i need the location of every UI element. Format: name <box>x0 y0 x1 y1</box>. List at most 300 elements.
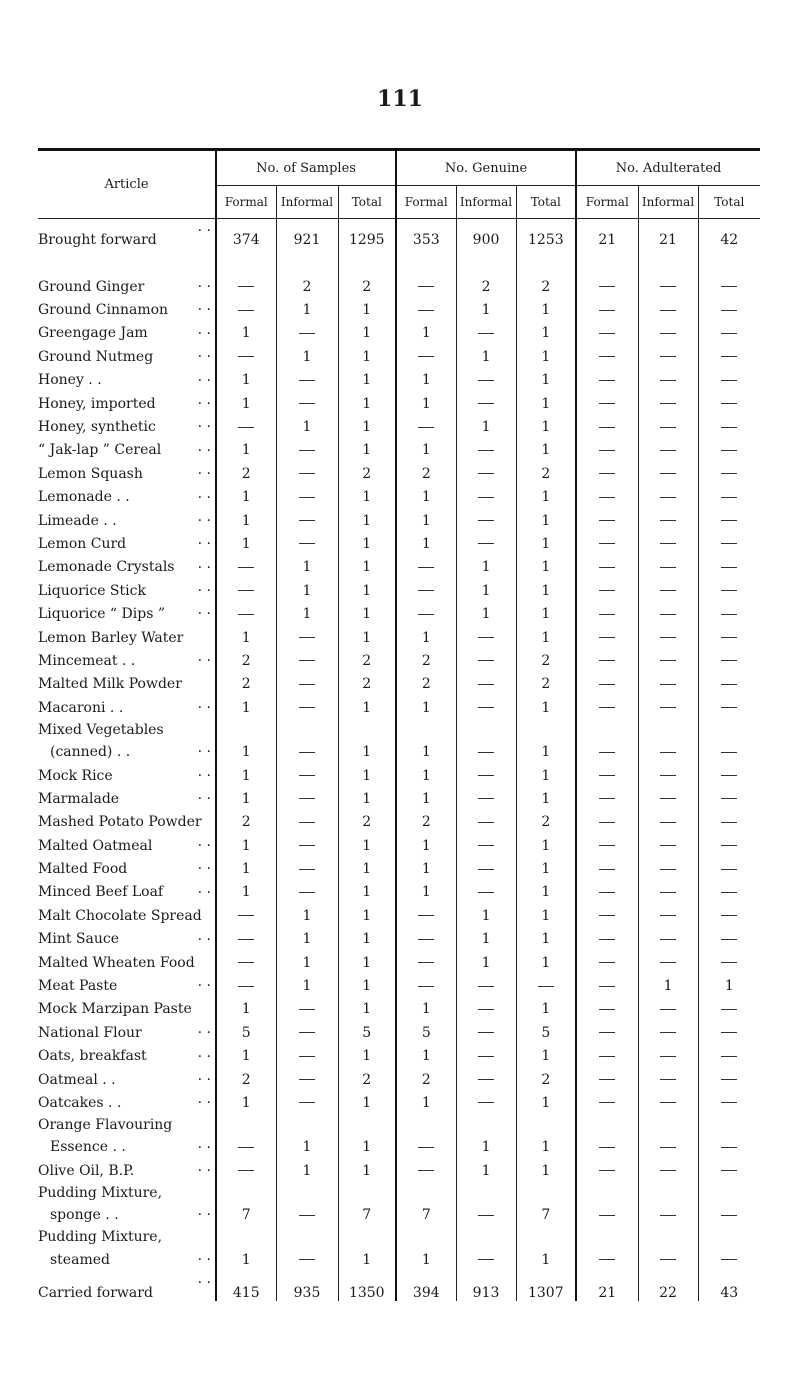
value-cell <box>638 415 698 438</box>
value-cell: 1 <box>516 392 576 415</box>
value-cell <box>698 556 760 579</box>
dash-mark <box>599 286 615 287</box>
article-cell <box>38 556 216 579</box>
dash-mark <box>238 1170 254 1171</box>
dash-mark <box>599 1032 615 1033</box>
article-cell <box>38 740 216 763</box>
total-header: Total <box>516 186 576 219</box>
value-cell <box>638 1159 698 1182</box>
dash-mark <box>599 403 615 404</box>
dash-mark <box>299 660 315 661</box>
value-cell: 2 <box>396 462 456 485</box>
dash-mark <box>299 473 315 474</box>
value-cell <box>456 881 516 904</box>
value-cell: 1 <box>516 486 576 509</box>
table-row <box>38 673 760 696</box>
value-cell <box>216 719 276 740</box>
dash-mark <box>721 845 737 846</box>
value-cell <box>576 998 638 1021</box>
dash-mark <box>418 1147 434 1148</box>
dash-mark <box>478 822 494 823</box>
value-cell: 2 <box>338 673 396 696</box>
leader-dots: . . <box>197 787 211 804</box>
dash-mark <box>478 707 494 708</box>
value-cell <box>276 764 338 787</box>
dash-mark <box>599 590 615 591</box>
value-cell <box>698 1182 760 1203</box>
dash-mark <box>478 543 494 544</box>
value-cell <box>698 998 760 1021</box>
value-cell <box>638 719 698 740</box>
article-cell <box>38 673 216 696</box>
leader-dots: . . <box>197 880 211 897</box>
dash-mark <box>599 684 615 685</box>
value-cell <box>456 1021 516 1044</box>
value-cell <box>698 298 760 321</box>
value-cell <box>276 392 338 415</box>
value-cell <box>396 556 456 579</box>
value-cell <box>456 626 516 649</box>
dash-mark <box>599 707 615 708</box>
value-cell <box>698 345 760 368</box>
value-cell <box>698 439 760 462</box>
article-name: sponge . . <box>50 1207 119 1224</box>
article-name: Ground Nutmeg <box>38 348 154 365</box>
dash-mark <box>660 333 676 334</box>
value-cell <box>638 1068 698 1091</box>
value-cell: 1 <box>396 881 456 904</box>
total-header: Total <box>698 186 760 219</box>
dash-mark <box>418 427 434 428</box>
value-cell <box>698 1203 760 1226</box>
value-cell <box>638 298 698 321</box>
article-cell <box>38 696 216 719</box>
article-cell <box>38 462 216 485</box>
value-cell: 1 <box>216 881 276 904</box>
value-cell <box>638 345 698 368</box>
value-cell: 2 <box>216 649 276 672</box>
value-cell <box>576 1045 638 1068</box>
dash-mark <box>478 869 494 870</box>
value-cell: 1 <box>338 415 396 438</box>
value-cell <box>698 1136 760 1159</box>
dash-mark <box>721 1259 737 1260</box>
value-cell: 1 <box>276 345 338 368</box>
value-cell: 21 <box>638 219 698 262</box>
value-cell: 1 <box>216 740 276 763</box>
value-cell <box>456 462 516 485</box>
value-cell: 1 <box>216 834 276 857</box>
article-name: Malted Oatmeal <box>38 837 153 854</box>
value-cell: 2 <box>516 673 576 696</box>
dash-mark <box>660 775 676 776</box>
value-cell: 1 <box>456 951 516 974</box>
value-cell: 1 <box>216 369 276 392</box>
value-cell: 1 <box>456 579 516 602</box>
article-cell <box>38 998 216 1021</box>
table-row <box>38 881 760 904</box>
dash-mark <box>478 1215 494 1216</box>
dash-mark <box>478 845 494 846</box>
dash-mark <box>418 590 434 591</box>
samples-group-header: No. of Samples <box>216 150 396 186</box>
article-name: Oatmeal . . <box>38 1071 116 1088</box>
value-cell <box>276 719 338 740</box>
value-cell <box>456 1068 516 1091</box>
value-cell <box>516 974 576 997</box>
value-cell <box>576 556 638 579</box>
dash-mark <box>478 1009 494 1010</box>
value-cell: 1 <box>396 322 456 345</box>
value-cell <box>396 928 456 951</box>
table-row <box>38 1203 760 1226</box>
value-cell <box>698 322 760 345</box>
dash-mark <box>660 380 676 381</box>
dash-mark <box>299 707 315 708</box>
spacer-cell <box>698 261 760 275</box>
value-cell <box>456 1115 516 1136</box>
value-cell: 1 <box>396 486 456 509</box>
value-cell: 1 <box>516 904 576 927</box>
value-cell <box>576 322 638 345</box>
value-cell <box>638 811 698 834</box>
table-row <box>38 1045 760 1068</box>
value-cell <box>456 369 516 392</box>
dash-mark <box>721 869 737 870</box>
article-name: Lemon Barley Water <box>38 629 184 646</box>
table-row <box>38 298 760 321</box>
dash-mark <box>299 1259 315 1260</box>
value-cell <box>516 1227 576 1248</box>
value-cell: 2 <box>216 462 276 485</box>
value-cell <box>576 1248 638 1271</box>
dash-mark <box>599 1102 615 1103</box>
value-cell <box>576 719 638 740</box>
value-cell <box>698 462 760 485</box>
value-cell: 1 <box>216 1091 276 1114</box>
value-cell: 1 <box>338 439 396 462</box>
value-cell: 353 <box>396 219 456 262</box>
value-cell <box>276 834 338 857</box>
value-cell <box>698 602 760 625</box>
dash-mark <box>660 1170 676 1171</box>
value-cell: 1 <box>338 834 396 857</box>
article-name: Honey . . <box>38 372 102 389</box>
article-name: Lemonade Crystals <box>38 559 175 576</box>
value-cell <box>456 1091 516 1114</box>
dash-mark <box>299 1032 315 1033</box>
value-cell: 1 <box>338 904 396 927</box>
value-cell <box>396 579 456 602</box>
value-cell: 1 <box>516 928 576 951</box>
value-cell <box>396 415 456 438</box>
value-cell <box>276 532 338 555</box>
article-name: steamed <box>50 1251 110 1268</box>
value-cell <box>576 626 638 649</box>
dash-mark <box>721 567 737 568</box>
value-cell: 2 <box>456 275 516 298</box>
dash-mark <box>721 590 737 591</box>
value-cell <box>456 322 516 345</box>
dash-mark <box>418 567 434 568</box>
dash-mark <box>599 637 615 638</box>
value-cell: 1 <box>396 439 456 462</box>
dash-mark <box>478 752 494 753</box>
value-cell <box>396 719 456 740</box>
dash-mark <box>660 1009 676 1010</box>
value-cell: 2 <box>276 275 338 298</box>
value-cell: 1 <box>338 696 396 719</box>
dash-mark <box>478 333 494 334</box>
dash-mark <box>721 962 737 963</box>
dash-mark <box>599 1056 615 1057</box>
leader-dots: . . <box>197 345 211 362</box>
informal-header: Informal <box>638 186 698 219</box>
value-cell: 2 <box>516 462 576 485</box>
dash-mark <box>721 310 737 311</box>
value-cell <box>638 439 698 462</box>
dash-mark <box>660 684 676 685</box>
leader-dots: . . <box>197 1091 211 1108</box>
article-name: “ Jak-lap ” Cereal <box>38 442 162 459</box>
value-cell: 1 <box>516 298 576 321</box>
dash-mark <box>478 775 494 776</box>
value-cell: 1 <box>396 696 456 719</box>
value-cell <box>576 532 638 555</box>
leader-dots: . . <box>197 740 211 757</box>
value-cell <box>456 764 516 787</box>
dash-mark <box>478 403 494 404</box>
article-cell <box>38 857 216 880</box>
value-cell <box>638 740 698 763</box>
value-cell: 1 <box>516 1045 576 1068</box>
table-row <box>38 1136 760 1159</box>
value-cell <box>396 1136 456 1159</box>
value-cell <box>698 415 760 438</box>
spacer-cell <box>576 261 638 275</box>
dash-mark <box>721 1215 737 1216</box>
value-cell: 1 <box>396 509 456 532</box>
value-cell <box>456 834 516 857</box>
article-cell <box>38 275 216 298</box>
leader-dots: . . <box>197 415 211 432</box>
value-cell: 1 <box>338 1045 396 1068</box>
value-cell <box>638 1182 698 1203</box>
value-cell: 1 <box>396 532 456 555</box>
article-cell <box>38 787 216 810</box>
leader-dots: . . <box>197 462 211 479</box>
article-cell <box>38 881 216 904</box>
dash-mark <box>599 1009 615 1010</box>
value-cell: 1 <box>516 439 576 462</box>
value-cell <box>338 1115 396 1136</box>
dash-mark <box>721 939 737 940</box>
value-cell <box>216 1136 276 1159</box>
value-cell <box>576 928 638 951</box>
value-cell: 1 <box>516 579 576 602</box>
value-cell <box>576 298 638 321</box>
value-cell: 1 <box>216 1248 276 1271</box>
value-cell <box>396 298 456 321</box>
samples-table <box>38 148 760 1301</box>
value-cell: 7 <box>516 1203 576 1226</box>
article-name: Liquorice Stick <box>38 582 146 599</box>
article-cell <box>38 486 216 509</box>
leader-dots: . . <box>197 555 211 572</box>
value-cell: 1 <box>338 532 396 555</box>
value-cell: 1 <box>276 951 338 974</box>
dash-mark <box>478 986 494 987</box>
value-cell <box>276 626 338 649</box>
value-cell: 1 <box>456 298 516 321</box>
article-cell <box>38 904 216 927</box>
value-cell <box>216 275 276 298</box>
value-cell <box>216 1227 276 1248</box>
total-header: Total <box>338 186 396 219</box>
dash-mark <box>299 403 315 404</box>
value-cell <box>576 1115 638 1136</box>
dash-mark <box>721 333 737 334</box>
value-cell <box>576 1068 638 1091</box>
dash-mark <box>599 660 615 661</box>
dash-mark <box>660 310 676 311</box>
value-cell <box>698 275 760 298</box>
article-name: Mashed Potato Powder <box>38 814 202 831</box>
value-cell: 1 <box>338 764 396 787</box>
article-cell <box>38 649 216 672</box>
article-name: Pudding Mixture, <box>38 1184 163 1201</box>
table-row <box>38 719 760 740</box>
dash-mark <box>299 684 315 685</box>
value-cell <box>698 834 760 857</box>
article-name: Liquorice “ Dips ” <box>38 606 165 623</box>
leader-dots: . . <box>197 1044 211 1061</box>
leader-dots: . . <box>197 391 211 408</box>
article-cell <box>38 1271 216 1301</box>
dash-mark <box>299 1215 315 1216</box>
dash-mark <box>299 380 315 381</box>
article-name: Orange Flavouring <box>38 1117 173 1134</box>
value-cell <box>576 857 638 880</box>
article-name: Meat Paste <box>38 978 118 995</box>
table-row <box>38 439 760 462</box>
article-name: Malt Chocolate Spread <box>38 907 202 924</box>
dash-mark <box>478 1079 494 1080</box>
value-cell: 1 <box>276 556 338 579</box>
dash-mark <box>660 637 676 638</box>
article-cell <box>38 1091 216 1114</box>
leader-dots: . . <box>197 579 211 596</box>
dash-mark <box>299 1056 315 1057</box>
table-row <box>38 602 760 625</box>
value-cell: 2 <box>396 673 456 696</box>
table-row <box>38 415 760 438</box>
dash-mark <box>660 543 676 544</box>
dash-mark <box>721 684 737 685</box>
article-name: Malted Food <box>38 861 128 878</box>
dash-mark <box>599 1215 615 1216</box>
dash-mark <box>660 473 676 474</box>
dash-mark <box>238 915 254 916</box>
value-cell: 7 <box>338 1203 396 1226</box>
value-cell: 1 <box>396 392 456 415</box>
article-cell <box>38 1068 216 1091</box>
value-cell: 1 <box>516 1136 576 1159</box>
value-cell: 1 <box>216 532 276 555</box>
table-row <box>38 509 760 532</box>
value-cell: 1 <box>338 345 396 368</box>
value-cell <box>698 649 760 672</box>
table-row <box>38 1182 760 1203</box>
dash-mark <box>238 427 254 428</box>
leader-dots: . . <box>197 219 211 235</box>
value-cell <box>576 345 638 368</box>
value-cell <box>698 509 760 532</box>
table-row <box>38 579 760 602</box>
table-row <box>38 998 760 1021</box>
value-cell <box>638 1136 698 1159</box>
value-cell <box>456 673 516 696</box>
article-name: Honey, imported <box>38 395 156 412</box>
table-row <box>38 1021 760 1044</box>
dash-mark <box>660 962 676 963</box>
value-cell: 1 <box>216 626 276 649</box>
value-cell <box>456 1045 516 1068</box>
value-cell <box>638 673 698 696</box>
dash-mark <box>478 497 494 498</box>
value-cell <box>456 649 516 672</box>
article-cell <box>38 1203 216 1226</box>
dash-mark <box>660 497 676 498</box>
dash-mark <box>299 1009 315 1010</box>
value-cell <box>456 1227 516 1248</box>
leader-dots: . . <box>197 857 211 874</box>
page-number: 111 <box>377 86 423 112</box>
value-cell: 2 <box>216 673 276 696</box>
value-cell: 1 <box>396 1248 456 1271</box>
value-cell <box>276 649 338 672</box>
dash-mark <box>238 590 254 591</box>
table-row <box>38 811 760 834</box>
value-cell <box>576 904 638 927</box>
value-cell <box>638 881 698 904</box>
spacer-cell <box>276 261 338 275</box>
value-cell: 1 <box>338 556 396 579</box>
dash-mark <box>721 660 737 661</box>
table-row <box>38 951 760 974</box>
value-cell <box>576 1136 638 1159</box>
value-cell: 1 <box>338 602 396 625</box>
value-cell: 1 <box>338 740 396 763</box>
value-cell <box>698 626 760 649</box>
table-body <box>38 219 760 1302</box>
value-cell: 1 <box>456 1159 516 1182</box>
value-cell <box>638 532 698 555</box>
dash-mark <box>418 939 434 940</box>
article-cell <box>38 1045 216 1068</box>
value-cell <box>576 439 638 462</box>
dash-mark <box>599 915 615 916</box>
value-cell: 2 <box>338 462 396 485</box>
value-cell <box>638 857 698 880</box>
adulterated-group-header: No. Adulterated <box>576 150 760 186</box>
value-cell <box>396 1182 456 1203</box>
dash-mark <box>299 752 315 753</box>
value-cell: 5 <box>396 1021 456 1044</box>
value-cell <box>276 1182 338 1203</box>
value-cell <box>638 275 698 298</box>
table-row <box>38 392 760 415</box>
